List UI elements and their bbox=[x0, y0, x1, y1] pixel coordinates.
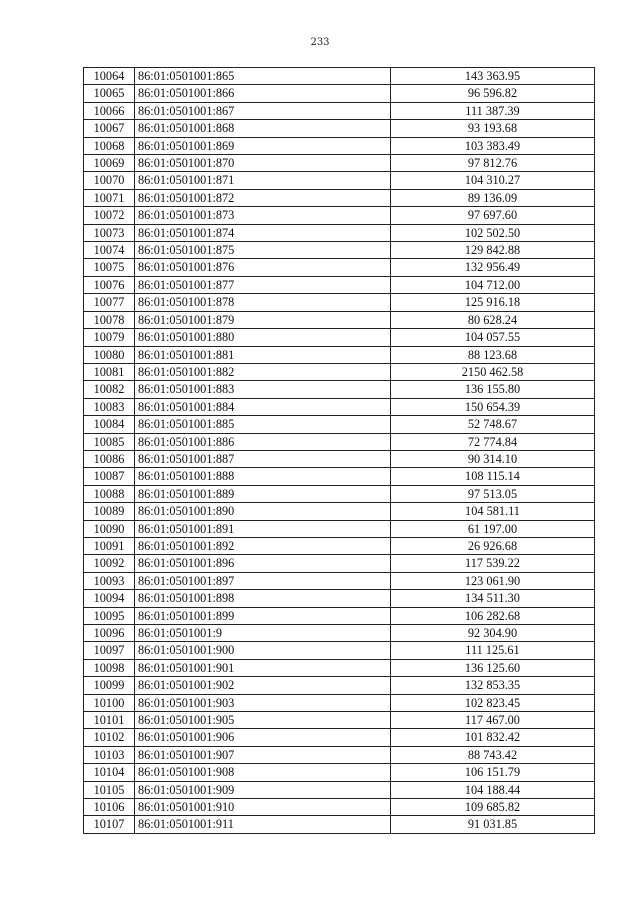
table-row bbox=[84, 799, 595, 816]
cadastral-value-cell: 150 654.39 bbox=[391, 398, 595, 415]
cadastral-value-cell: 136 125.60 bbox=[391, 659, 595, 676]
cadastral-number-cell: 86:01:0501001:902 bbox=[135, 677, 391, 694]
cadastral-number-cell: 86:01:0501001:888 bbox=[135, 468, 391, 485]
row-number-cell: 10082 bbox=[84, 381, 135, 398]
row-number-cell: 10096 bbox=[84, 625, 135, 642]
cadastral-number-cell: 86:01:0501001:879 bbox=[135, 311, 391, 328]
row-number-cell: 10104 bbox=[84, 764, 135, 781]
table-row bbox=[84, 276, 595, 293]
cadastral-number-cell: 86:01:0501001:897 bbox=[135, 572, 391, 589]
cadastral-number-cell: 86:01:0501001:868 bbox=[135, 120, 391, 137]
cadastral-number-cell: 86:01:0501001:880 bbox=[135, 329, 391, 346]
table-row bbox=[84, 259, 595, 276]
table-row bbox=[84, 189, 595, 206]
cadastral-number-cell: 86:01:0501001:870 bbox=[135, 155, 391, 172]
table-row bbox=[84, 224, 595, 241]
cadastral-value-cell: 125 916.18 bbox=[391, 294, 595, 311]
cadastral-value-cell: 101 832.42 bbox=[391, 729, 595, 746]
row-number-cell: 10077 bbox=[84, 294, 135, 311]
cadastral-value-cell: 132 956.49 bbox=[391, 259, 595, 276]
row-number-cell: 10094 bbox=[84, 590, 135, 607]
table-row bbox=[84, 572, 595, 589]
cadastral-number-cell: 86:01:0501001:874 bbox=[135, 224, 391, 241]
cadastral-value-cell: 108 115.14 bbox=[391, 468, 595, 485]
table-row bbox=[84, 659, 595, 676]
row-number-cell: 10086 bbox=[84, 450, 135, 467]
cadastral-number-cell: 86:01:0501001:903 bbox=[135, 694, 391, 711]
cadastral-number-cell: 86:01:0501001:909 bbox=[135, 781, 391, 798]
table-row bbox=[84, 346, 595, 363]
row-number-cell: 10073 bbox=[84, 224, 135, 241]
row-number-cell: 10066 bbox=[84, 102, 135, 119]
table-row bbox=[84, 85, 595, 102]
cadastral-number-cell: 86:01:0501001:890 bbox=[135, 503, 391, 520]
cadastral-value-cell: 2150 462.58 bbox=[391, 363, 595, 380]
cadastral-number-cell: 86:01:0501001:887 bbox=[135, 450, 391, 467]
cadastral-number-cell: 86:01:0501001:910 bbox=[135, 799, 391, 816]
row-number-cell: 10065 bbox=[84, 85, 135, 102]
row-number-cell: 10069 bbox=[84, 155, 135, 172]
table-row bbox=[84, 433, 595, 450]
table-row bbox=[84, 102, 595, 119]
cadastral-number-cell: 86:01:0501001:881 bbox=[135, 346, 391, 363]
cadastral-number-cell: 86:01:0501001:884 bbox=[135, 398, 391, 415]
cadastral-value-cell: 129 842.88 bbox=[391, 242, 595, 259]
cadastral-value-cell: 104 057.55 bbox=[391, 329, 595, 346]
cadastral-value-cell: 88 743.42 bbox=[391, 746, 595, 763]
cadastral-value-cell: 109 685.82 bbox=[391, 799, 595, 816]
row-number-cell: 10088 bbox=[84, 485, 135, 502]
cadastral-value-cell: 89 136.09 bbox=[391, 189, 595, 206]
cadastral-number-cell: 86:01:0501001:906 bbox=[135, 729, 391, 746]
table-row bbox=[84, 68, 595, 85]
cadastral-value-cell: 61 197.00 bbox=[391, 520, 595, 537]
table-body bbox=[84, 68, 595, 834]
cadastral-value-cell: 132 853.35 bbox=[391, 677, 595, 694]
cadastral-value-cell: 88 123.68 bbox=[391, 346, 595, 363]
cadastral-number-cell: 86:01:0501001:901 bbox=[135, 659, 391, 676]
cadastral-value-cell: 52 748.67 bbox=[391, 416, 595, 433]
row-number-cell: 10075 bbox=[84, 259, 135, 276]
cadastral-value-cell: 117 467.00 bbox=[391, 712, 595, 729]
row-number-cell: 10078 bbox=[84, 311, 135, 328]
row-number-cell: 10085 bbox=[84, 433, 135, 450]
table-row bbox=[84, 242, 595, 259]
row-number-cell: 10083 bbox=[84, 398, 135, 415]
cadastral-number-cell: 86:01:0501001:9 bbox=[135, 625, 391, 642]
row-number-cell: 10105 bbox=[84, 781, 135, 798]
cadastral-number-cell: 86:01:0501001:867 bbox=[135, 102, 391, 119]
row-number-cell: 10072 bbox=[84, 207, 135, 224]
row-number-cell: 10099 bbox=[84, 677, 135, 694]
table-row bbox=[84, 677, 595, 694]
table-row bbox=[84, 137, 595, 154]
row-number-cell: 10097 bbox=[84, 642, 135, 659]
cadastral-value-cell: 97 697.60 bbox=[391, 207, 595, 224]
cadastral-value-table bbox=[83, 67, 595, 834]
table-row bbox=[84, 537, 595, 554]
row-number-cell: 10089 bbox=[84, 503, 135, 520]
cadastral-number-cell: 86:01:0501001:871 bbox=[135, 172, 391, 189]
cadastral-value-cell: 104 310.27 bbox=[391, 172, 595, 189]
cadastral-value-cell: 26 926.68 bbox=[391, 537, 595, 554]
table-row bbox=[84, 398, 595, 415]
table-row bbox=[84, 311, 595, 328]
cadastral-number-cell: 86:01:0501001:869 bbox=[135, 137, 391, 154]
cadastral-value-cell: 106 282.68 bbox=[391, 607, 595, 624]
cadastral-value-cell: 102 823.45 bbox=[391, 694, 595, 711]
table-row bbox=[84, 764, 595, 781]
cadastral-number-cell: 86:01:0501001:873 bbox=[135, 207, 391, 224]
cadastral-number-cell: 86:01:0501001:900 bbox=[135, 642, 391, 659]
row-number-cell: 10067 bbox=[84, 120, 135, 137]
row-number-cell: 10091 bbox=[84, 537, 135, 554]
cadastral-number-cell: 86:01:0501001:889 bbox=[135, 485, 391, 502]
cadastral-number-cell: 86:01:0501001:886 bbox=[135, 433, 391, 450]
cadastral-number-cell: 86:01:0501001:911 bbox=[135, 816, 391, 833]
table-row bbox=[84, 207, 595, 224]
cadastral-number-cell: 86:01:0501001:865 bbox=[135, 68, 391, 85]
cadastral-number-cell: 86:01:0501001:866 bbox=[135, 85, 391, 102]
row-number-cell: 10079 bbox=[84, 329, 135, 346]
table-row bbox=[84, 155, 595, 172]
table-row bbox=[84, 625, 595, 642]
cadastral-value-cell: 97 513.05 bbox=[391, 485, 595, 502]
cadastral-number-cell: 86:01:0501001:875 bbox=[135, 242, 391, 259]
cadastral-number-cell: 86:01:0501001:896 bbox=[135, 555, 391, 572]
table-row bbox=[84, 172, 595, 189]
cadastral-number-cell: 86:01:0501001:899 bbox=[135, 607, 391, 624]
table-row bbox=[84, 781, 595, 798]
table-row bbox=[84, 520, 595, 537]
cadastral-value-cell: 72 774.84 bbox=[391, 433, 595, 450]
cadastral-number-cell: 86:01:0501001:878 bbox=[135, 294, 391, 311]
table-row bbox=[84, 363, 595, 380]
table-row bbox=[84, 294, 595, 311]
cadastral-number-cell: 86:01:0501001:908 bbox=[135, 764, 391, 781]
cadastral-value-cell: 106 151.79 bbox=[391, 764, 595, 781]
cadastral-value-cell: 117 539.22 bbox=[391, 555, 595, 572]
row-number-cell: 10090 bbox=[84, 520, 135, 537]
row-number-cell: 10101 bbox=[84, 712, 135, 729]
cadastral-number-cell: 86:01:0501001:898 bbox=[135, 590, 391, 607]
cadastral-value-cell: 134 511.30 bbox=[391, 590, 595, 607]
row-number-cell: 10074 bbox=[84, 242, 135, 259]
cadastral-value-cell: 111 387.39 bbox=[391, 102, 595, 119]
table-row bbox=[84, 729, 595, 746]
cadastral-number-cell: 86:01:0501001:877 bbox=[135, 276, 391, 293]
cadastral-number-cell: 86:01:0501001:876 bbox=[135, 259, 391, 276]
cadastral-value-cell: 80 628.24 bbox=[391, 311, 595, 328]
table-row bbox=[84, 746, 595, 763]
cadastral-number-cell: 86:01:0501001:883 bbox=[135, 381, 391, 398]
row-number-cell: 10102 bbox=[84, 729, 135, 746]
table-row bbox=[84, 712, 595, 729]
row-number-cell: 10076 bbox=[84, 276, 135, 293]
cadastral-value-cell: 104 581.11 bbox=[391, 503, 595, 520]
cadastral-number-cell: 86:01:0501001:882 bbox=[135, 363, 391, 380]
table-row bbox=[84, 816, 595, 833]
table-row bbox=[84, 555, 595, 572]
cadastral-value-cell: 143 363.95 bbox=[391, 68, 595, 85]
cadastral-value-cell: 123 061.90 bbox=[391, 572, 595, 589]
table-row bbox=[84, 607, 595, 624]
cadastral-number-cell: 86:01:0501001:885 bbox=[135, 416, 391, 433]
row-number-cell: 10095 bbox=[84, 607, 135, 624]
row-number-cell: 10071 bbox=[84, 189, 135, 206]
row-number-cell: 10081 bbox=[84, 363, 135, 380]
table-row bbox=[84, 450, 595, 467]
cadastral-value-cell: 91 031.85 bbox=[391, 816, 595, 833]
row-number-cell: 10106 bbox=[84, 799, 135, 816]
table-row bbox=[84, 468, 595, 485]
cadastral-value-cell: 102 502.50 bbox=[391, 224, 595, 241]
cadastral-value-cell: 103 383.49 bbox=[391, 137, 595, 154]
table-row bbox=[84, 120, 595, 137]
table-row bbox=[84, 485, 595, 502]
cadastral-value-cell: 93 193.68 bbox=[391, 120, 595, 137]
table-row bbox=[84, 642, 595, 659]
row-number-cell: 10084 bbox=[84, 416, 135, 433]
cadastral-number-cell: 86:01:0501001:907 bbox=[135, 746, 391, 763]
row-number-cell: 10092 bbox=[84, 555, 135, 572]
row-number-cell: 10068 bbox=[84, 137, 135, 154]
row-number-cell: 10093 bbox=[84, 572, 135, 589]
row-number-cell: 10064 bbox=[84, 68, 135, 85]
table-row bbox=[84, 381, 595, 398]
cadastral-value-cell: 96 596.82 bbox=[391, 85, 595, 102]
row-number-cell: 10100 bbox=[84, 694, 135, 711]
cadastral-value-cell: 104 188.44 bbox=[391, 781, 595, 798]
cadastral-value-cell: 97 812.76 bbox=[391, 155, 595, 172]
cadastral-value-cell: 90 314.10 bbox=[391, 450, 595, 467]
table-row bbox=[84, 329, 595, 346]
table-row bbox=[84, 416, 595, 433]
table-row bbox=[84, 694, 595, 711]
cadastral-number-cell: 86:01:0501001:892 bbox=[135, 537, 391, 554]
row-number-cell: 10087 bbox=[84, 468, 135, 485]
row-number-cell: 10070 bbox=[84, 172, 135, 189]
cadastral-number-cell: 86:01:0501001:872 bbox=[135, 189, 391, 206]
cadastral-value-cell: 111 125.61 bbox=[391, 642, 595, 659]
row-number-cell: 10103 bbox=[84, 746, 135, 763]
cadastral-value-cell: 92 304.90 bbox=[391, 625, 595, 642]
row-number-cell: 10098 bbox=[84, 659, 135, 676]
table-row bbox=[84, 503, 595, 520]
cadastral-number-cell: 86:01:0501001:891 bbox=[135, 520, 391, 537]
page-number: 233 bbox=[310, 37, 330, 48]
row-number-cell: 10107 bbox=[84, 816, 135, 833]
cadastral-value-cell: 104 712.00 bbox=[391, 276, 595, 293]
cadastral-value-cell: 136 155.80 bbox=[391, 381, 595, 398]
table-row bbox=[84, 590, 595, 607]
cadastral-number-cell: 86:01:0501001:905 bbox=[135, 712, 391, 729]
row-number-cell: 10080 bbox=[84, 346, 135, 363]
